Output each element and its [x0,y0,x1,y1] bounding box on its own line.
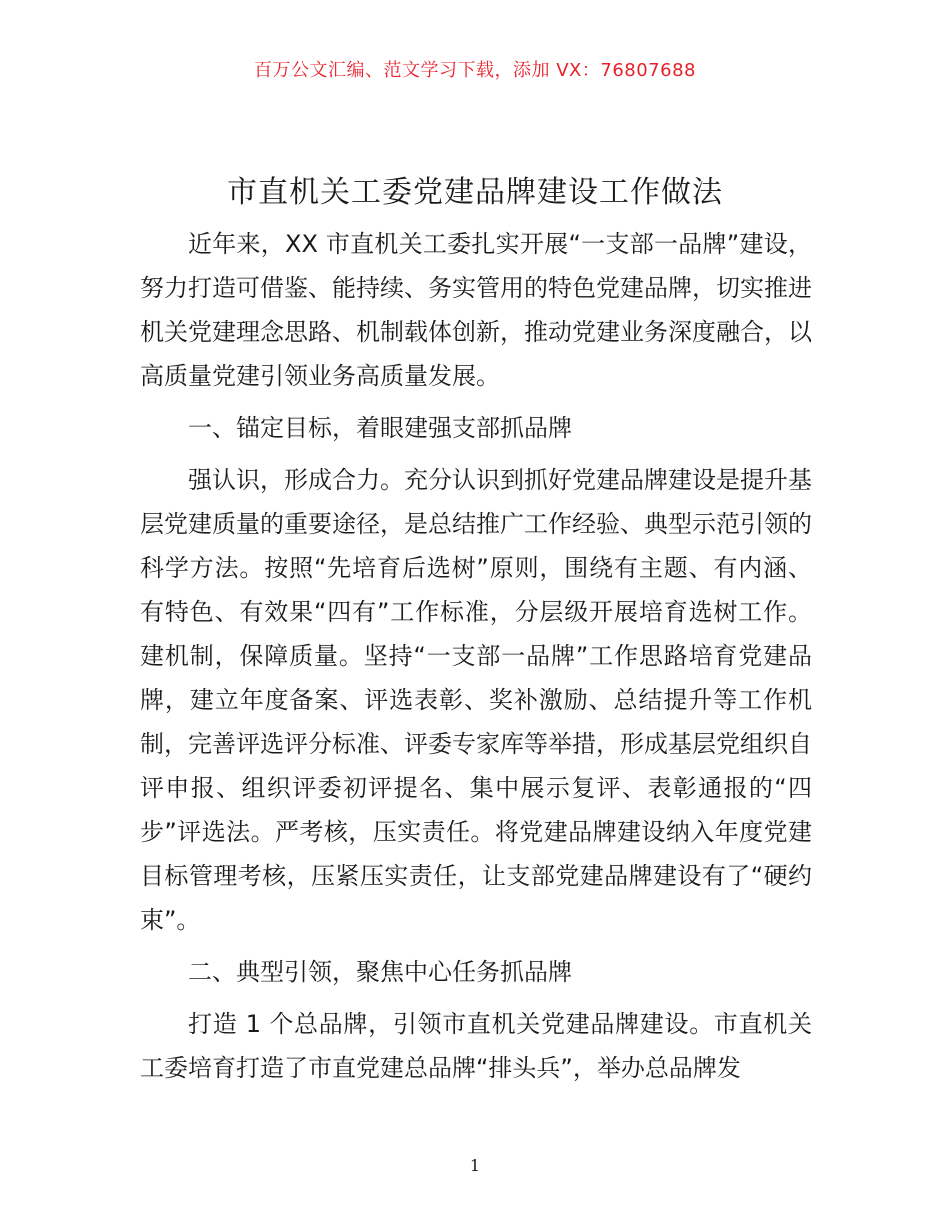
paragraph-intro: 近年来，XX 市直机关工委扎实开展“一支部一品牌”建设，努力打造可借鉴、能持续、务实管用的特色党建品牌，切实推进机关党建理念思路、机制载体创新，推动党建业务深度融合，以高质量党建引领业务高质量发展。 [140,230,812,390]
section-heading-1: 一、锚定目标，着眼建强支部抓品牌 [188,414,572,442]
document-body [140,222,812,1098]
page-number: 1 [469,1156,481,1175]
paragraph-section-2: 打造 1 个总品牌，引领市直机关党建品牌建设。市直机关工委培育打造了市直党建总品牌“排头兵”，举办总品牌发 [140,1010,812,1082]
document-title: 市直机关工委党建品牌建设工作做法 [227,175,723,210]
section-heading-2: 二、典型引领，聚焦中心任务抓品牌 [188,958,572,986]
watermark-header: 百万公文汇编、范文学习下载，添加 VX：76807688 [254,60,696,81]
paragraph-section-1: 强认识，形成合力。充分认识到抓好党建品牌建设是提升基层党建质量的重要途径，是总结推广工作经验、典型示范引领的科学方法。按照“先培育后选树”原则，围绕有主题、有内涵、有特色、有效果“四有”工作标准，分层级开展培育选树工作。建机制，保障质量。坚持“一支部一品牌”工作思路培育党建品牌，建立年度备案、评选表彰、奖补激励、总结提升等工作机制，完善评选评分标准、评委专家库等举措，形成基层党组织自评申报、组织评委初评提名、集中展示复评、表彰通报的“四步”评选法。严考核，压实责任。将党建品牌建设纳入年度党建目标管理考核，压紧压实责任，让支部党建品牌建设有了“硬约束”。 [140,466,812,934]
